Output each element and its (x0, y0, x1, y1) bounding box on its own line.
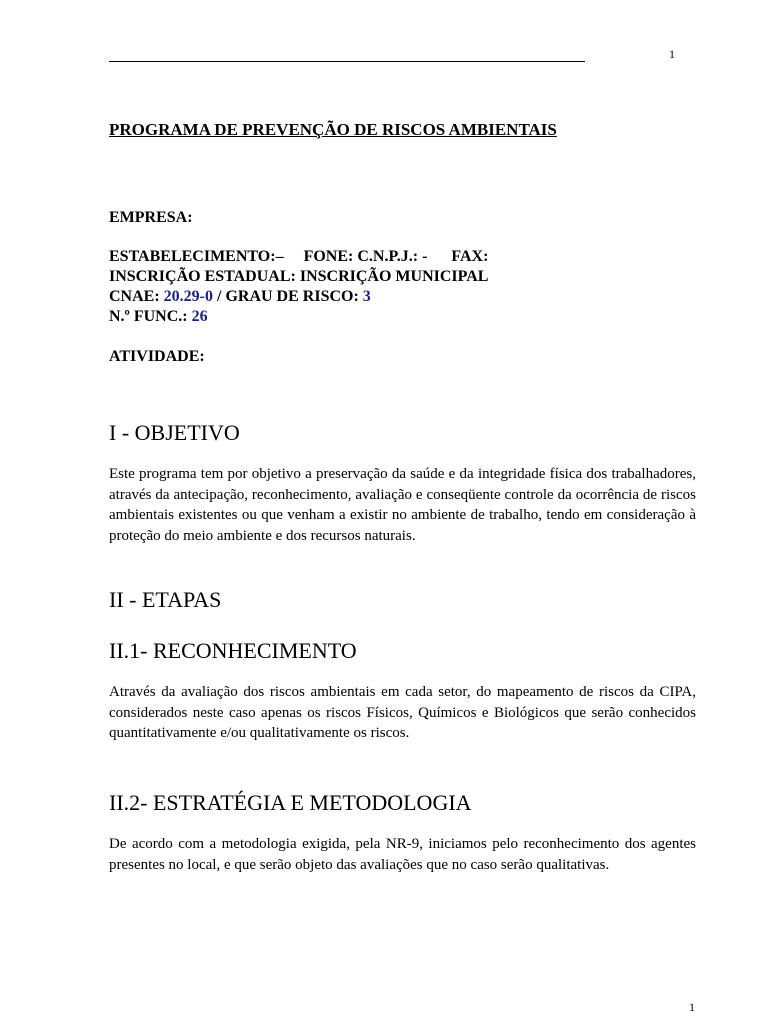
objetivo-paragraph: Este programa tem por objetivo a preservação da saúde e da integridade física dos trabalhadores, através da antecipação, reconhecimento, avaliação e conseqüente controle da ocorrência de riscos ambientais existentes ou que venham a existir no ambiente de trabalho, tendo em consideração à proteção do meio ambiente e dos recursos naturais. (109, 466, 696, 544)
empresa-label: EMPRESA: (109, 209, 193, 226)
page-number-bottom: 1 (689, 1000, 695, 1014)
estabelecimento-line (109, 247, 488, 267)
estrategia-paragraph: De acordo com a metodologia exigida, pela NR-9, iniciamos pelo reconhecimento dos agentes presentes no local, e que serão objeto das avaliações que no caso serão qualitativas. (109, 836, 696, 873)
func-value: 26 (191, 308, 208, 325)
fax-label: FAX: (451, 248, 489, 265)
inscricao-label: INSCRIÇÃO ESTADUAL: INSCRIÇÃO MUNICIPAL (109, 268, 489, 285)
cnae-value: 20.29-0 (163, 288, 213, 305)
grau-risco-value: 3 (362, 288, 371, 305)
func-line (109, 307, 208, 327)
etapas-heading: II - ETAPAS (109, 587, 222, 612)
estrategia-heading: II.2- ESTRATÉGIA E METODOLOGIA (109, 790, 472, 815)
atividade-label: ATIVIDADE: (109, 348, 205, 365)
func-label: N.º FUNC.: (109, 308, 188, 325)
grau-risco-label: / GRAU DE RISCO: (217, 288, 359, 305)
cnae-line (109, 287, 371, 307)
header-rule (109, 61, 585, 62)
fone-cnpj-label: FONE: C.N.P.J.: - (303, 248, 428, 265)
objetivo-heading: I - OBJETIVO (109, 420, 240, 445)
page-number-top: 1 (669, 47, 675, 61)
reconhecimento-heading: II.1- RECONHECIMENTO (109, 638, 357, 663)
document-title: PROGRAMA DE PREVENÇÃO DE RISCOS AMBIENTAIS (109, 120, 557, 139)
reconhecimento-paragraph: Através da avaliação dos riscos ambientais em cada setor, do mapeamento de riscos da CIPA, considerados neste caso apenas os riscos Físicos, Químicos e Biológicos que serão conhecidos quantitativamente e/ou qualitativamente os riscos. (109, 684, 696, 742)
estabelecimento-label: ESTABELECIMENTO:– (109, 248, 284, 265)
cnae-label: CNAE: (109, 288, 160, 305)
